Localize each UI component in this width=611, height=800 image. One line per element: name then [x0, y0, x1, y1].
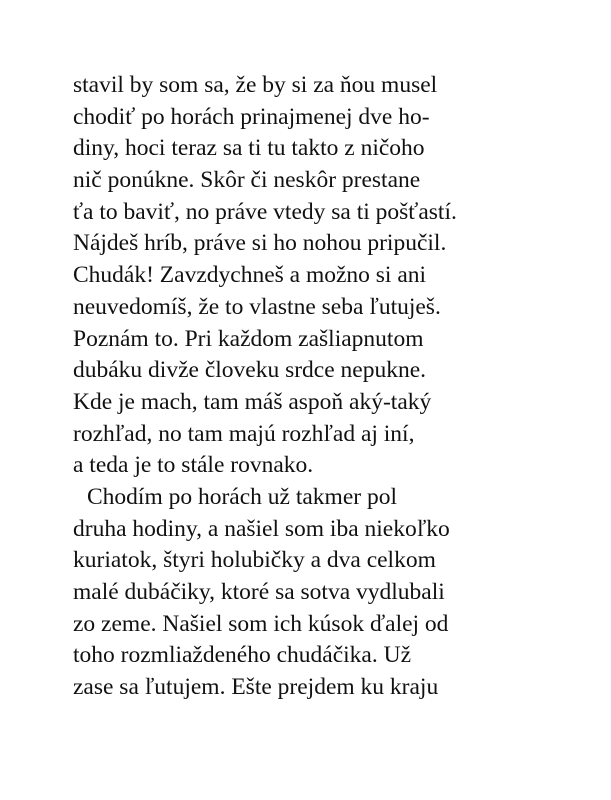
- text-line: stavil by som sa, že by si za ňou musel: [73, 72, 438, 98]
- text-line: Kde je mach, tam máš aspoň aký-taký: [73, 388, 432, 415]
- text-line: zo zeme. Našiel som ich kúsok ďalej od: [73, 610, 449, 637]
- text-line: toho rozmliaždeného chudáčika. Už: [73, 642, 411, 669]
- text-line: malé dubáčiky, ktoré sa sotva vydlubali: [73, 579, 445, 605]
- text-line: zase sa ľutujem. Ešte prejdem ku kraju: [73, 674, 439, 701]
- text-line: a teda je to stále rovnako.: [73, 452, 314, 479]
- text-line: Poznám to. Pri každom zašliapnutom: [73, 325, 424, 352]
- body-text: [73, 70, 603, 704]
- text-line: neuvedomíš, že to vlastne seba ľutuješ.: [73, 293, 441, 320]
- text-line: chodiť po horách prinajmenej dve ho-: [73, 103, 430, 130]
- text-line: kuriatok, štyri holubičky a dva celkom: [73, 547, 436, 574]
- text-line: druha hodiny, a našiel som iba niekoľko: [73, 515, 450, 542]
- paragraph-start-line: Chodím po horách už takmer pol: [87, 483, 397, 510]
- text-line: ťa to baviť, no práve vtedy sa ti pošťastí.: [73, 198, 457, 225]
- text-line: Nájdeš hríb, práve si ho nohou pripučil.: [73, 230, 447, 257]
- text-line: nič ponúkne. Skôr či neskôr prestane: [73, 167, 421, 194]
- text-line: rozhľad, no tam majú rozhľad aj iní,: [73, 420, 415, 447]
- text-line: diny, hoci teraz sa ti tu takto z ničoho: [73, 135, 425, 162]
- text-line: Chudák! Zavzdychneš a možno si ani: [73, 262, 427, 289]
- text-line: dubáku divže človeku srdce nepukne.: [73, 357, 427, 384]
